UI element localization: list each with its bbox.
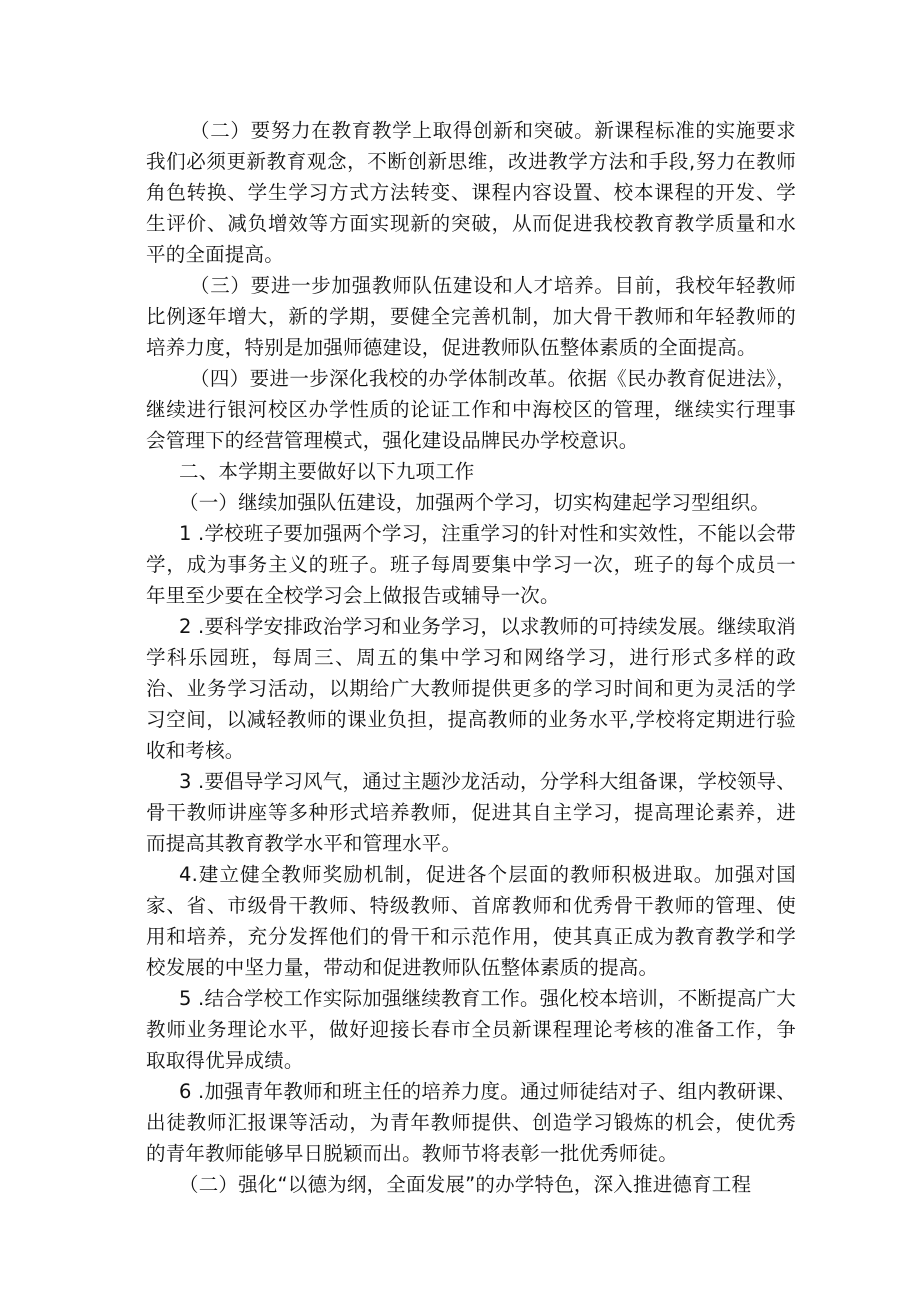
subheading-moral-education: （二）强化“以德为纲，全面发展”的办学特色，深入推进德育工程 xyxy=(179,1173,752,1196)
paragraph-innovation: （二）要努力在教育教学上取得创新和突破。新课程标准的实施要求我们必须更新教育观念，不断创新思维，改进教学方法和手段,努力在教师角色转换、学生学习方式方法转变、课程内容设置、校本课程的开发、学生评价、减负增效等方面实现新的突破，从而促进我校教育教学质量和水平的全面提高。 xyxy=(146,119,796,266)
list-item-5: 5 .结合学校工作实际加强继续教育工作。强化校本培训，不断提高广大教师业务理论水平，做好迎接长春市全员新课程理论考核的准备工作，争取取得优异成绩。 xyxy=(146,987,796,1072)
list-item-6: 6 .加强青年教师和班主任的培养力度。通过师徒结对子、组内教研课、出徒教师汇报课等活动，为青年教师提供、创造学习锻炼的机会，使优秀的青年教师能够早日脱颖而出。教师节将表彰一批优秀师徒。 xyxy=(146,1080,796,1165)
list-item-4: 4.建立健全教师奖励机制，促进各个层面的教师积极进取。加强对国家、省、市级骨干教师、特级教师、首席教师和优秀骨干教师的管理、使用和培养，充分发挥他们的骨干和示范作用，使其真正成为教育教学和学校发展的中坚力量，带动和促进教师队伍整体素质的提高。 xyxy=(146,863,796,979)
subheading-team-building: （一）继续加强队伍建设，加强两个学习，切实构建起学习型组织。 xyxy=(179,491,771,514)
paragraph-system-reform: （四）要进一步深化我校的办学体制改革。依据《民办教育促进法》，继续进行银河校区办学性质的论证工作和中海校区的管理，继续实行理事会管理下的经营管理模式，强化建设品牌民办学校意识。 xyxy=(146,367,796,452)
section-heading-nine-tasks: 二、本学期主要做好以下九项工作 xyxy=(179,460,475,483)
list-item-2: 2 .要科学安排政治学习和业务学习，以求教师的可持续发展。继续取消学科乐园班，每周三、周五的集中学习和网络学习，进行形式多样的政治、业务学习活动，以期给广大教师提供更多的学习时间和更为灵活的学习空间，以减轻教师的课业负担，提高教师的业务水平,学校将定期进行验收和考核。 xyxy=(146,615,796,762)
list-item-3: 3 .要倡导学习风气，通过主题沙龙活动，分学科大组备课，学校领导、骨干教师讲座等多种形式培养教师，促进其自主学习，提高理论素养，进而提高其教育教学水平和管理水平。 xyxy=(146,770,796,855)
document-body xyxy=(146,115,796,1200)
list-item-1: 1 .学校班子要加强两个学习，注重学习的针对性和实效性，不能以会带学，成为事务主义的班子。班子每周要集中学习一次，班子的每个成员一年里至少要在全校学习会上做报告或辅导一次。 xyxy=(146,522,796,607)
paragraph-teacher-team: （三）要进一步加强教师队伍建设和人才培养。目前，我校年轻教师比例逐年增大，新的学期，要健全完善机制，加大骨干教师和年轻教师的培养力度，特别是加强师德建设，促进教师队伍整体素质的全面提高。 xyxy=(146,274,796,359)
